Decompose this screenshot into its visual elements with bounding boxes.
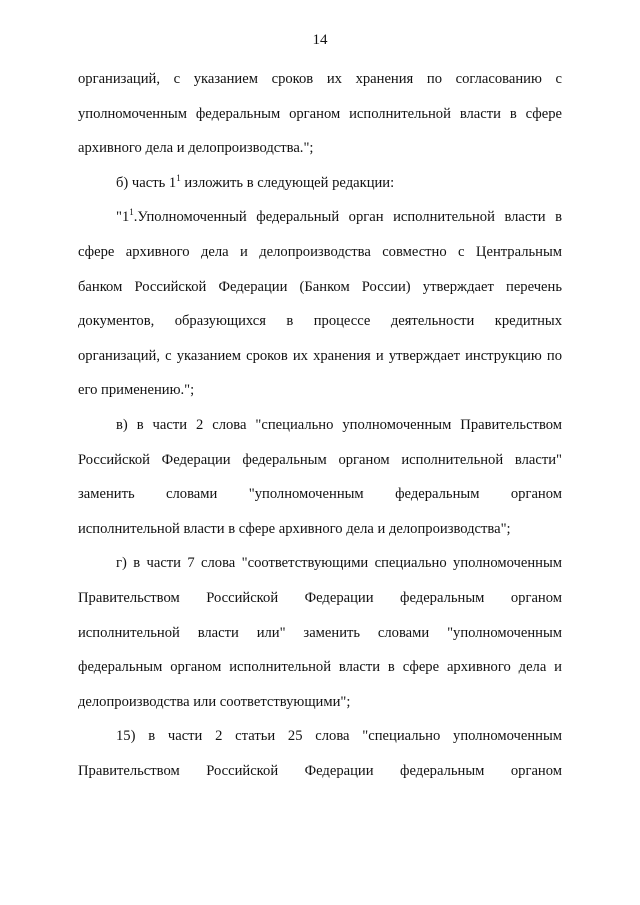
text-line: Российской Федерации федеральным органом исполнительной власти" [78,451,562,468]
text-line: 15) в части 2 статьи 25 слова "специально уполномоченным [116,728,562,745]
text-line: Правительством Российской Федерации федеральным органом [78,589,562,606]
document-body [78,62,562,788]
paragraph-part-b [78,166,562,201]
text-line: его применению."; [78,382,195,399]
text-line: делопроизводства или соответствующими"; [78,693,351,710]
text-line: заменить словами "уполномоченным федеральным органом [78,486,562,503]
text-line: архивного дела и делопроизводства."; [78,140,314,157]
text-line [78,166,562,201]
text-line: исполнительной власти в сфере архивного дела и делопроизводства"; [78,520,511,537]
text-line: уполномоченным федеральным органом исполнительной власти в сфере [78,105,562,122]
paragraph-new-part-text [78,200,562,408]
text-line: организаций, с указанием сроков их хранения и утверждает инструкцию по [78,347,562,364]
text-line: федеральным органом исполнительной власти в сфере архивного дела и [78,659,562,676]
paragraph-item-15 [78,719,562,788]
text-segment: изложить в следующей редакции: [180,174,395,191]
text-line: исполнительной власти или" заменить словами "уполномоченным [78,624,562,641]
paragraph-archive-approval [78,62,562,166]
text-line: г) в части 7 слова "соответствующими специально уполномоченным [116,555,562,572]
text-line: документов, образующихся в процессе деятельности кредитных [78,313,562,330]
paragraph-part-g [78,546,562,719]
text-segment: "1 [116,209,130,226]
text-line: в) в части 2 слова "специально уполномоченным Правительством [116,416,562,433]
text-line: организаций, с указанием сроков их хранения по согласованию с [78,71,562,87]
text-segment: .Уполномоченный федеральный орган исполнительной власти в [133,209,562,226]
text-line: Правительством Российской Федерации федеральным органом [78,762,562,779]
paragraph-part-v [78,408,562,546]
page-number: 14 [312,32,328,48]
superscript: 1 [176,172,181,183]
text-line [78,200,562,235]
text-line: банком Российской Федерации (Банком России) утверждает перечень [78,278,562,295]
text-line: сфере архивного дела и делопроизводства совместно с Центральным [78,243,562,260]
text-segment: б) часть 1 [116,174,177,191]
superscript: 1 [129,207,134,218]
